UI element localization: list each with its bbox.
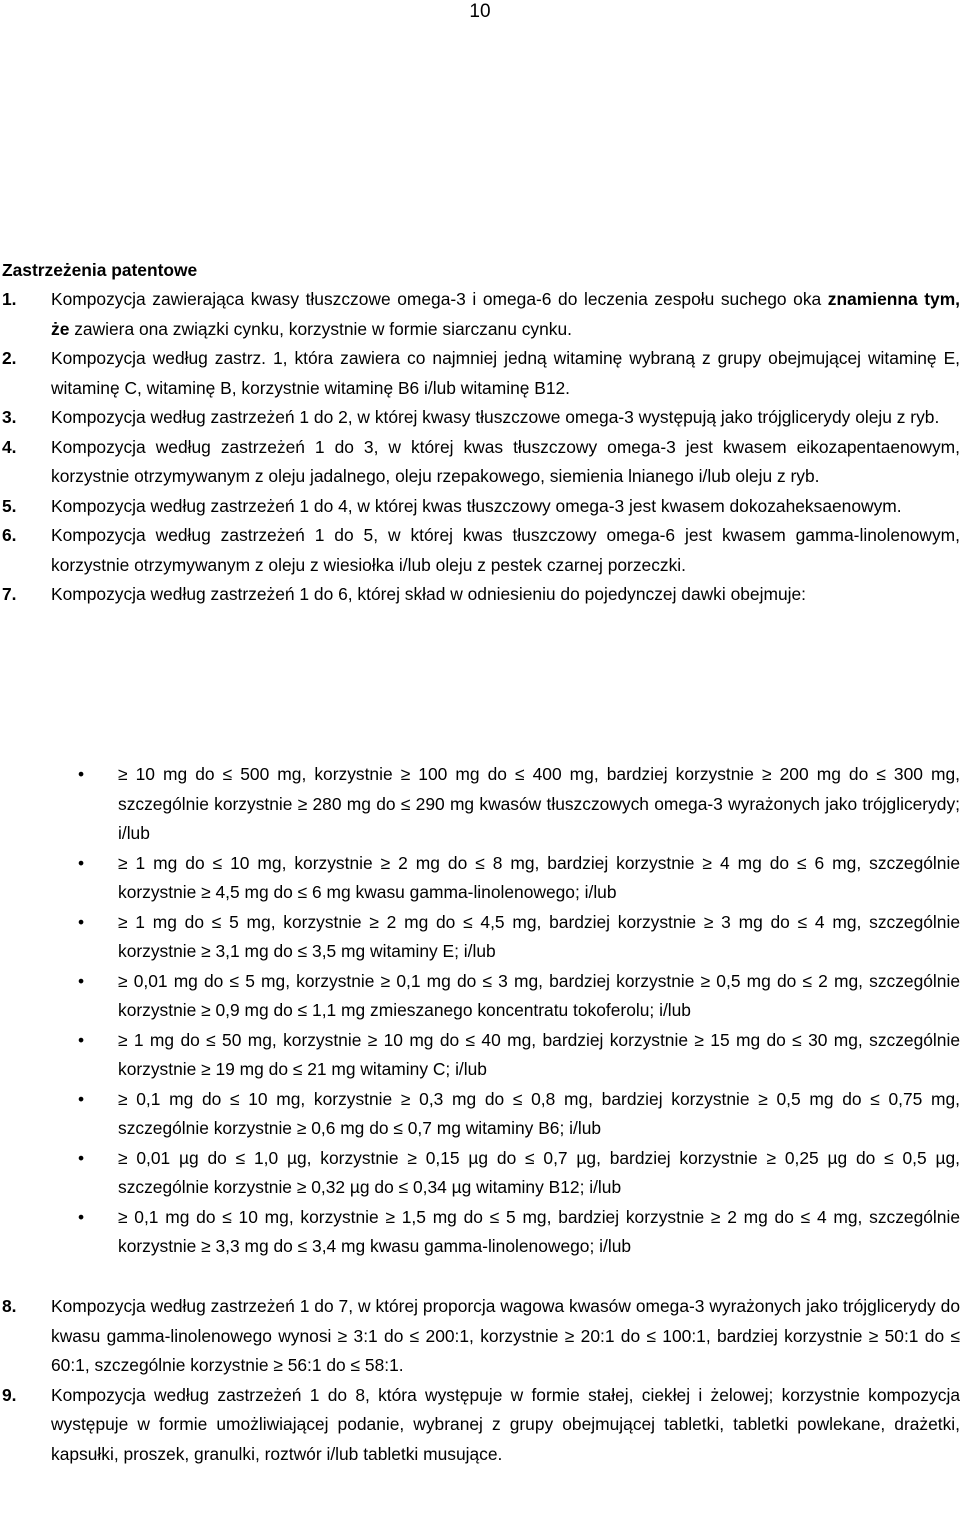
claim-text: Kompozycja według zastrzeżeń 1 do 5, w której kwas tłuszczowy omega-6 jest kwasem gamma-linolenowym, korzystnie otrzymywanym z oleju z wiesiołka i/lub oleju z pestek czarnej porzeczki. — [51, 525, 960, 575]
dosage-bullet — [51, 908, 960, 967]
dosage-bullet — [51, 1026, 960, 1085]
claim-number: 4. — [2, 436, 17, 457]
bullet-text: ≥ 1 mg do ≤ 50 mg, korzystnie ≥ 10 mg do ≤ 40 mg, bardziej korzystnie ≥ 15 mg do ≤ 30 mg, szczególnie korzystnie ≥ 19 mg do ≤ 21 mg witaminy C; i/lub — [118, 1029, 960, 1079]
dosage-bullet-list — [51, 760, 960, 1262]
bullet-text: ≥ 0,01 mg do ≤ 5 mg, korzystnie ≥ 0,1 mg do ≤ 3 mg, bardziej korzystnie ≥ 0,5 mg do ≤ 2 mg, szczególnie korzystnie ≥ 0,9 mg do ≤ 1,1 mg zmieszanego koncentratu tokoferolu; i/lub — [118, 970, 960, 1020]
claim-number: 7. — [2, 584, 17, 604]
claim-text: Kompozycja według zastrzeżeń 1 do 3, w której kwas tłuszczowy omega-3 jest kwasem eikozapentaenowym, korzystnie otrzymywanym z oleju jadalnego, oleju rzepakowego, siemienia lnianego i/lub oleju z ryb. — [51, 436, 960, 486]
bullet-icon: • — [78, 852, 85, 873]
claim-5 — [0, 492, 960, 522]
bullet-icon: • — [78, 1029, 85, 1050]
claim-text: Kompozycja według zastrzeżeń 1 do 7, w której proporcja wagowa kwasów omega-3 wyrażonych jako trójglicerydy do kwasu gamma-linolenowego wynosi ≥ 3:1 do ≤ 200:1, korzystnie ≥ 20:1 do ≤ 100:1, bardziej korzystnie ≥ 50:1 do ≤ 60:1, szczególnie korzystnie ≥ 56:1 do ≤ 58:1. — [51, 1296, 960, 1375]
bullet-icon: • — [78, 1206, 85, 1227]
dosage-bullet — [51, 849, 960, 908]
claim-text: zawiera ona związki cynku, korzystnie w formie siarczanu cynku. — [69, 318, 572, 339]
claim-number: 5. — [2, 495, 17, 516]
dosage-bullet — [51, 760, 960, 849]
claim-2 — [0, 344, 960, 403]
page-number: 10 — [469, 1, 491, 22]
bullet-text: ≥ 1 mg do ≤ 5 mg, korzystnie ≥ 2 mg do ≤ 4,5 mg, bardziej korzystnie ≥ 3 mg do ≤ 4 mg, szczególnie korzystnie ≥ 3,1 mg do ≤ 3,5 mg witaminy E; i/lub — [118, 911, 960, 961]
claim-text: Kompozycja zawierająca kwasy tłuszczowe omega-3 i omega-6 do leczenia zespołu suchego oka — [51, 289, 828, 309]
claims-list-continued — [0, 1292, 960, 1469]
claim-1 — [0, 285, 960, 344]
claim-text: Kompozycja według zastrzeżeń 1 do 8, która występuje w formie stałej, ciekłej i żelowej; korzystnie kompozycja występuje w formie umożliwiającej podanie, wybranej z grupy obejmującej tabletki, tabletki powlekane, drażetki, kapsułki, proszek, granulki, roztwór i/lub tabletki musujące. — [51, 1384, 960, 1464]
claim-4 — [0, 433, 960, 492]
bullet-text: ≥ 10 mg do ≤ 500 mg, korzystnie ≥ 100 mg do ≤ 400 mg, bardziej korzystnie ≥ 200 mg do ≤ 300 mg, szczególnie korzystnie ≥ 280 mg do ≤ 290 mg kwasów tłuszczowych omega-3 wyrażonych jako trójglicerydy; i/lub — [118, 764, 960, 843]
claim-number: 3. — [2, 407, 17, 427]
claim-3 — [0, 403, 960, 433]
claim-number: 1. — [2, 289, 17, 309]
bullet-icon: • — [78, 764, 85, 784]
claim-text: Kompozycja według zastrzeżeń 1 do 4, w której kwas tłuszczowy omega-3 jest kwasem dokozaheksaenowym. — [51, 495, 902, 516]
claim-8 — [0, 1292, 960, 1381]
claims-list — [0, 285, 960, 610]
claim-number: 6. — [2, 525, 17, 545]
claim-text: Kompozycja według zastrzeżeń 1 do 6, której skład w odniesieniu do pojedynczej dawki obejmuje: — [51, 584, 806, 604]
claim-text: Kompozycja według zastrzeżeń 1 do 2, w której kwasy tłuszczowe omega-3 występują jako trójglicerydy oleju z ryb. — [51, 407, 940, 427]
section-heading: Zastrzeżenia patentowe — [2, 260, 198, 280]
bullet-text: ≥ 1 mg do ≤ 10 mg, korzystnie ≥ 2 mg do ≤ 8 mg, bardziej korzystnie ≥ 4 mg do ≤ 6 mg, szczególnie korzystnie ≥ 4,5 mg do ≤ 6 mg kwasu gamma-linolenowego; i/lub — [118, 852, 960, 902]
dosage-bullet — [51, 967, 960, 1026]
claim-text: Kompozycja według zastrz. 1, która zawiera co najmniej jedną witaminę wybraną z grupy obejmującej witaminę E, witaminę C, witaminę B, korzystnie witaminę B6 i/lub witaminę B12. — [51, 348, 960, 398]
bullet-icon: • — [78, 1147, 85, 1168]
bullet-icon: • — [78, 1088, 85, 1109]
claim-number: 8. — [2, 1296, 17, 1316]
claim-6 — [0, 521, 960, 580]
dosage-bullet — [51, 1203, 960, 1262]
dosage-bullet — [51, 1144, 960, 1203]
claim-number: 2. — [2, 348, 17, 368]
dosage-bullet — [51, 1085, 960, 1144]
bullet-icon: • — [78, 911, 85, 932]
claim-9 — [0, 1381, 960, 1470]
bullet-icon: • — [78, 970, 85, 991]
bullet-text: ≥ 0,01 µg do ≤ 1,0 µg, korzystnie ≥ 0,15 µg do ≤ 0,7 µg, bardziej korzystnie ≥ 0,25 µg do ≤ 0,5 µg, szczególnie korzystnie ≥ 0,32 µg do ≤ 0,34 µg witaminy B12; i/lub — [118, 1147, 960, 1197]
claim-keyword: znamienna tym, że — [51, 289, 960, 339]
bullet-text: ≥ 0,1 mg do ≤ 10 mg, korzystnie ≥ 1,5 mg do ≤ 5 mg, bardziej korzystnie ≥ 2 mg do ≤ 4 mg, szczególnie korzystnie ≥ 3,3 mg do ≤ 3,4 mg kwasu gamma-linolenowego; i/lub — [118, 1206, 960, 1256]
bullet-text: ≥ 0,1 mg do ≤ 10 mg, korzystnie ≥ 0,3 mg do ≤ 0,8 mg, bardziej korzystnie ≥ 0,5 mg do ≤ 0,75 mg, szczególnie korzystnie ≥ 0,6 mg do ≤ 0,7 mg witaminy B6; i/lub — [118, 1088, 960, 1138]
claim-number: 9. — [2, 1384, 17, 1405]
claim-7 — [0, 580, 960, 610]
